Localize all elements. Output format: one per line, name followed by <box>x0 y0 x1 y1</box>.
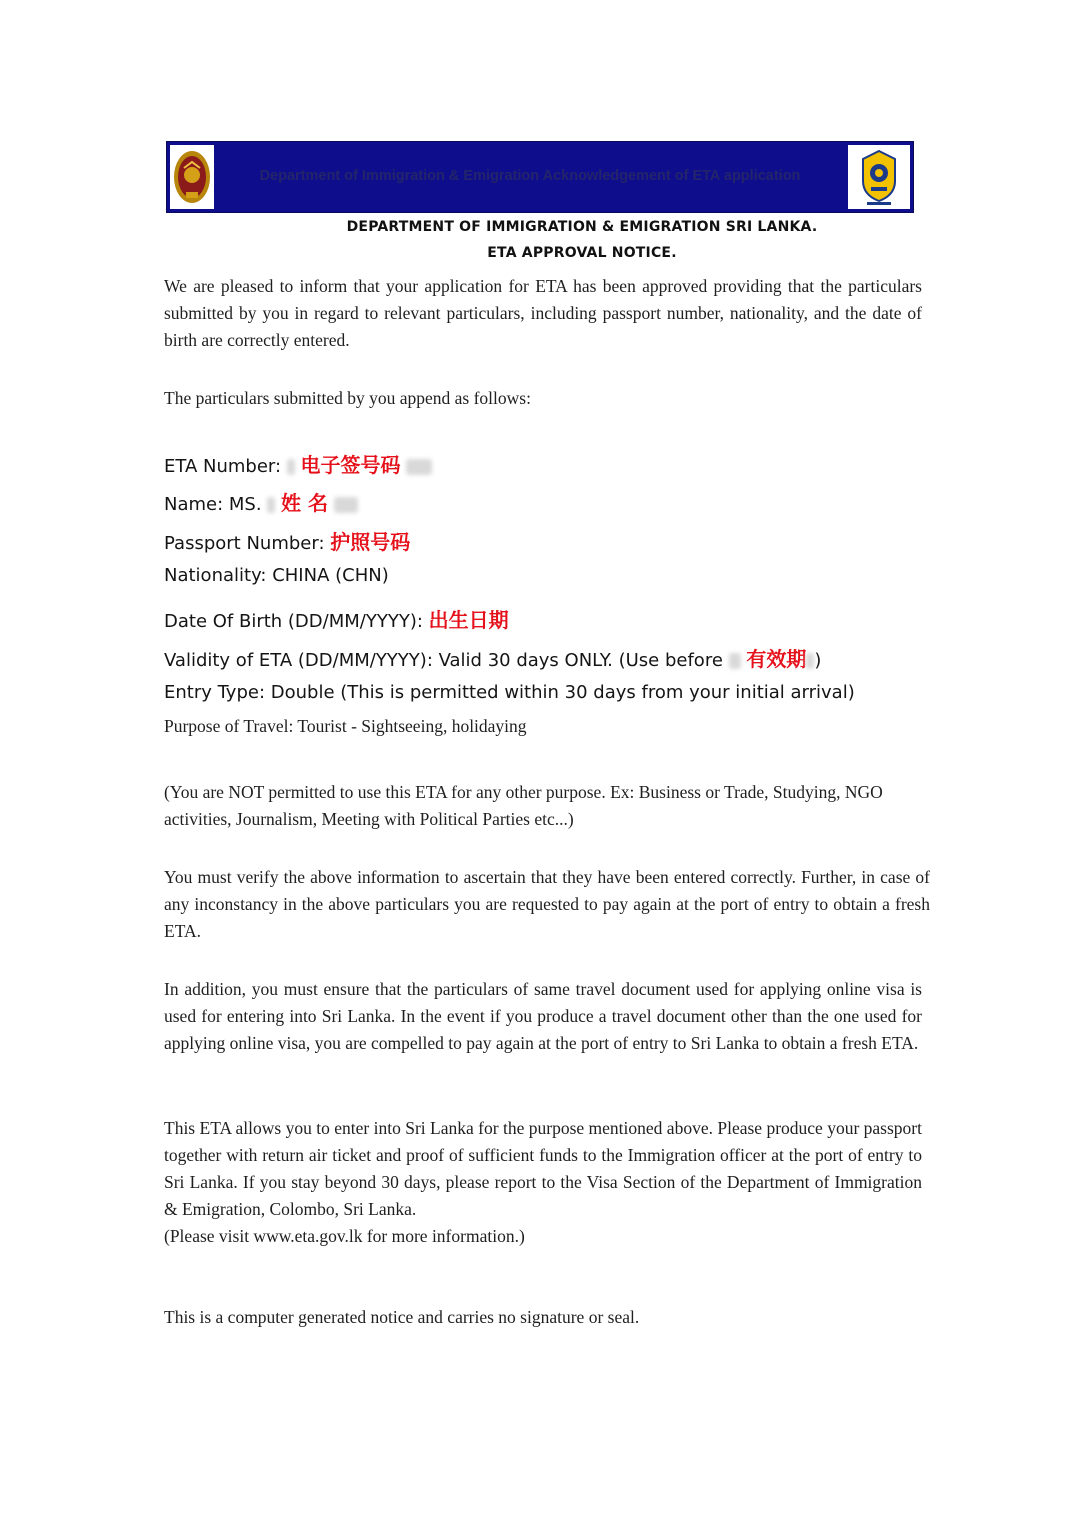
passport-number-row <box>164 526 410 555</box>
validity-suffix: ) <box>814 650 822 671</box>
nationality-row: Nationality: CHINA (CHN) <box>164 565 389 586</box>
redaction-mark <box>729 653 741 669</box>
passport-number-value: 护照号码 <box>330 530 411 554</box>
intro-paragraph: We are pleased to inform that your application for ETA has been approved providing that the particulars submitted by you in regard to relevant particulars, including passport number, nationality, and the date of birth are correctly entered. <box>164 276 922 350</box>
computer-generated-footer: This is a computer generated notice and carries no signature or seal. <box>164 1307 640 1327</box>
validity-value: 有效期 <box>746 647 807 671</box>
redaction-mark <box>334 497 358 513</box>
redaction-mark <box>806 653 814 669</box>
allows-paragraph: This ETA allows you to enter into Sri Lanka for the purpose mentioned above. Please produce your passport together with return air ticket and proof of sufficient funds to the Immigration officer at the port of entry to Sri Lanka. If you stay beyond 30 days, please report to the Visa Section of the Department of Immigration & Emigration, Colombo, Sri Lanka. <box>164 1118 922 1219</box>
name-label: Name: MS. <box>164 494 262 515</box>
visit-website-note: (Please visit www.eta.gov.lk for more information.) <box>164 1226 525 1246</box>
notice-title: ETA APPROVAL NOTICE. <box>487 245 677 261</box>
header-banner <box>166 141 914 213</box>
department-heading: DEPARTMENT OF IMMIGRATION & EMIGRATION SRI LANKA. <box>346 219 818 235</box>
name-row <box>164 487 358 516</box>
redaction-mark <box>267 497 275 513</box>
redaction-mark <box>287 459 295 475</box>
particulars-intro: The particulars submitted by you append as follows: <box>164 388 531 408</box>
sri-lanka-emblem-icon <box>170 145 214 209</box>
passport-number-label: Passport Number: <box>164 533 325 554</box>
eta-number-label: ETA Number: <box>164 456 282 477</box>
redaction-mark <box>406 459 432 475</box>
purpose-of-travel: Purpose of Travel: Tourist - Sightseeing, holidaying <box>164 716 527 736</box>
validity-label: Validity of ETA (DD/MM/YYYY): Valid 30 days ONLY. (Use before <box>164 650 723 671</box>
immigration-department-emblem-icon <box>848 145 910 209</box>
name-value: 姓 名 <box>281 491 329 515</box>
date-of-birth-row <box>164 604 509 633</box>
addition-paragraph: In addition, you must ensure that the particulars of same travel document used for applying online visa is used for entering into Sri Lanka. In the event if you produce a travel document other than the one used for applying online visa, you are compelled to pay again at the port of entry to Sri Lanka to obtain a fresh ETA. <box>164 979 922 1053</box>
eta-number-row <box>164 449 432 478</box>
validity-row <box>164 643 821 672</box>
date-of-birth-value: 出生日期 <box>428 608 509 632</box>
verify-paragraph: You must verify the above information to ascertain that they have been entered correctly. Further, in case of any inconstancy in the above particulars you are requested to pay again at the port of entry to obtain a fresh ETA. <box>164 867 930 941</box>
date-of-birth-label: Date Of Birth (DD/MM/YYYY): <box>164 611 423 632</box>
not-permitted-note: (You are NOT permitted to use this ETA for any other purpose. Ex: Business or Trade, Studying, NGO activities, Journalism, Meeting with Political Parties etc...) <box>164 782 883 829</box>
eta-number-value: 电子签号码 <box>300 453 401 477</box>
entry-type-row: Entry Type: Double (This is permitted within 30 days from your initial arrival) <box>164 682 855 703</box>
banner-title: Department of Immigration & Emigration Acknowledgement of ETA application <box>259 168 801 184</box>
